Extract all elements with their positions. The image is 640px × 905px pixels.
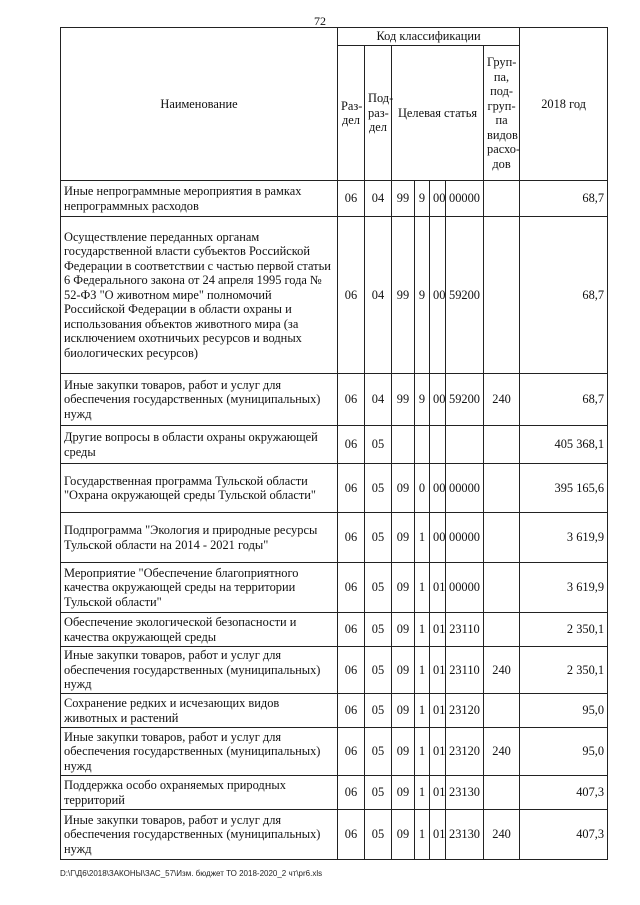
table-row [61, 647, 608, 694]
table-row [61, 513, 608, 563]
row-program: 09 [392, 776, 415, 810]
row-sum: 68,7 [520, 217, 608, 374]
row-expense-group [484, 563, 520, 613]
row-subprogram: 1 [415, 810, 430, 860]
row-activity: 00 [430, 374, 446, 426]
row-program: 09 [392, 647, 415, 694]
row-razdel: 06 [338, 217, 365, 374]
row-expense-group: 240 [484, 728, 520, 776]
row-direction: 23110 [446, 647, 484, 694]
row-name: Мероприятие "Обеспечение благоприятного качества окружающей среды на территории Тульской области" [61, 563, 338, 613]
row-expense-group [484, 464, 520, 513]
row-expense-group [484, 513, 520, 563]
row-program: 09 [392, 563, 415, 613]
header-razdel: Раз- дел [338, 46, 365, 181]
row-expense-group [484, 181, 520, 217]
table-row [61, 694, 608, 728]
row-name: Сохранение редких и исчезающих видов животных и растений [61, 694, 338, 728]
row-activity: 01 [430, 647, 446, 694]
row-subprogram: 1 [415, 694, 430, 728]
row-subprogram: 1 [415, 647, 430, 694]
row-name: Иные закупки товаров, работ и услуг для обеспечения государственных (муниципальных) нужд [61, 374, 338, 426]
row-razdel: 06 [338, 728, 365, 776]
row-sum: 2 350,1 [520, 647, 608, 694]
row-podrazdel: 05 [365, 464, 392, 513]
row-sum: 395 165,6 [520, 464, 608, 513]
row-name: Осуществление переданных органам государственной власти субъектов Российской Федерации в соответствии с частью первой статьи 6 Федерального закона от 24 апреля 1995 года № 52-ФЗ "О животном мире" полномочий Российской Федерации в области охраны и использования объектов животного мира (за исключением охотничьих ресурсов и водных биологических ресурсов) [61, 217, 338, 374]
table-row [61, 810, 608, 860]
row-podrazdel: 05 [365, 613, 392, 647]
row-sum: 3 619,9 [520, 513, 608, 563]
row-name: Иные закупки товаров, работ и услуг для обеспечения государственных (муниципальных) нужд [61, 647, 338, 694]
row-podrazdel: 05 [365, 810, 392, 860]
row-expense-group: 240 [484, 374, 520, 426]
row-program: 09 [392, 464, 415, 513]
row-activity: 00 [430, 217, 446, 374]
row-sum: 407,3 [520, 776, 608, 810]
row-activity: 01 [430, 563, 446, 613]
table-row [61, 464, 608, 513]
row-activity: 00 [430, 181, 446, 217]
row-direction: 00000 [446, 563, 484, 613]
row-podrazdel: 05 [365, 563, 392, 613]
row-direction: 00000 [446, 513, 484, 563]
row-podrazdel: 05 [365, 513, 392, 563]
row-subprogram: 9 [415, 181, 430, 217]
row-direction: 23130 [446, 776, 484, 810]
table-row [61, 426, 608, 464]
table-row [61, 776, 608, 810]
row-sum: 68,7 [520, 181, 608, 217]
row-direction: 23110 [446, 613, 484, 647]
row-expense-group: 240 [484, 647, 520, 694]
row-name: Иные непрограммные мероприятия в рамках непрограммных расходов [61, 181, 338, 217]
table-row [61, 563, 608, 613]
row-sum: 95,0 [520, 694, 608, 728]
row-name: Подпрограмма "Экология и природные ресурсы Тульской области на 2014 - 2021 годы" [61, 513, 338, 563]
row-expense-group [484, 613, 520, 647]
row-subprogram: 1 [415, 728, 430, 776]
header-code: Код классификации [338, 28, 520, 46]
row-name: Поддержка особо охраняемых природных территорий [61, 776, 338, 810]
row-sum: 407,3 [520, 810, 608, 860]
row-direction: 23120 [446, 728, 484, 776]
row-activity: 01 [430, 728, 446, 776]
row-subprogram: 9 [415, 374, 430, 426]
row-razdel: 06 [338, 464, 365, 513]
table-row [61, 374, 608, 426]
row-podrazdel: 04 [365, 181, 392, 217]
row-expense-group: 240 [484, 810, 520, 860]
row-name: Иные закупки товаров, работ и услуг для обеспечения государственных (муниципальных) нужд [61, 810, 338, 860]
header-group: Груп- па, под- груп- па видов расхо- дов [484, 46, 520, 181]
row-program: 99 [392, 181, 415, 217]
row-expense-group [484, 217, 520, 374]
row-podrazdel: 05 [365, 728, 392, 776]
page-number: 72 [314, 14, 326, 28]
row-activity: 01 [430, 694, 446, 728]
table-row [61, 181, 608, 217]
header-row-top [61, 28, 608, 46]
row-name: Другие вопросы в области охраны окружающей среды [61, 426, 338, 464]
row-razdel: 06 [338, 613, 365, 647]
row-expense-group [484, 694, 520, 728]
row-razdel: 06 [338, 513, 365, 563]
row-direction [446, 426, 484, 464]
row-subprogram: 1 [415, 613, 430, 647]
row-sum: 405 368,1 [520, 426, 608, 464]
table-row [61, 728, 608, 776]
row-activity [430, 426, 446, 464]
budget-table [60, 27, 608, 860]
row-razdel: 06 [338, 810, 365, 860]
row-razdel: 06 [338, 776, 365, 810]
row-razdel: 06 [338, 181, 365, 217]
row-sum: 2 350,1 [520, 613, 608, 647]
row-razdel: 06 [338, 694, 365, 728]
header-podrazdel: Под- раз- дел [365, 46, 392, 181]
row-activity: 00 [430, 464, 446, 513]
row-activity: 01 [430, 776, 446, 810]
row-podrazdel: 05 [365, 426, 392, 464]
table-row [61, 613, 608, 647]
row-podrazdel: 05 [365, 647, 392, 694]
row-program: 09 [392, 513, 415, 563]
file-path-footer: D:\Г\Д6\2018\ЗАКОНЫ\ЗАС_57\Изм. бюджет ТО 2018-2020_2 чт\pr6.xls [60, 869, 323, 878]
row-subprogram: 1 [415, 563, 430, 613]
row-name: Иные закупки товаров, работ и услуг для обеспечения государственных (муниципальных) нужд [61, 728, 338, 776]
row-sum: 95,0 [520, 728, 608, 776]
row-podrazdel: 04 [365, 217, 392, 374]
header-year: 2018 год [520, 28, 608, 181]
row-subprogram: 1 [415, 776, 430, 810]
row-direction: 23120 [446, 694, 484, 728]
row-expense-group [484, 426, 520, 464]
row-activity: 00 [430, 513, 446, 563]
row-direction: 59200 [446, 217, 484, 374]
row-razdel: 06 [338, 647, 365, 694]
row-direction: 59200 [446, 374, 484, 426]
row-podrazdel: 05 [365, 776, 392, 810]
row-activity: 01 [430, 810, 446, 860]
row-program: 99 [392, 217, 415, 374]
row-program: 09 [392, 810, 415, 860]
header-target: Целевая статья [392, 46, 484, 181]
row-podrazdel: 05 [365, 694, 392, 728]
row-program [392, 426, 415, 464]
row-direction: 23130 [446, 810, 484, 860]
table-row [61, 217, 608, 374]
row-podrazdel: 04 [365, 374, 392, 426]
row-sum: 68,7 [520, 374, 608, 426]
row-subprogram: 0 [415, 464, 430, 513]
row-name: Государственная программа Тульской области "Охрана окружающей среды Тульской области" [61, 464, 338, 513]
row-activity: 01 [430, 613, 446, 647]
row-program: 09 [392, 694, 415, 728]
row-subprogram: 9 [415, 217, 430, 374]
row-program: 09 [392, 728, 415, 776]
row-razdel: 06 [338, 426, 365, 464]
header-name: Наименование [61, 28, 338, 181]
row-subprogram: 1 [415, 513, 430, 563]
row-program: 99 [392, 374, 415, 426]
row-direction: 00000 [446, 464, 484, 513]
row-razdel: 06 [338, 374, 365, 426]
row-direction: 00000 [446, 181, 484, 217]
row-name: Обеспечение экологической безопасности и качества окружающей среды [61, 613, 338, 647]
row-sum: 3 619,9 [520, 563, 608, 613]
row-razdel: 06 [338, 563, 365, 613]
row-program: 09 [392, 613, 415, 647]
row-expense-group [484, 776, 520, 810]
row-subprogram [415, 426, 430, 464]
